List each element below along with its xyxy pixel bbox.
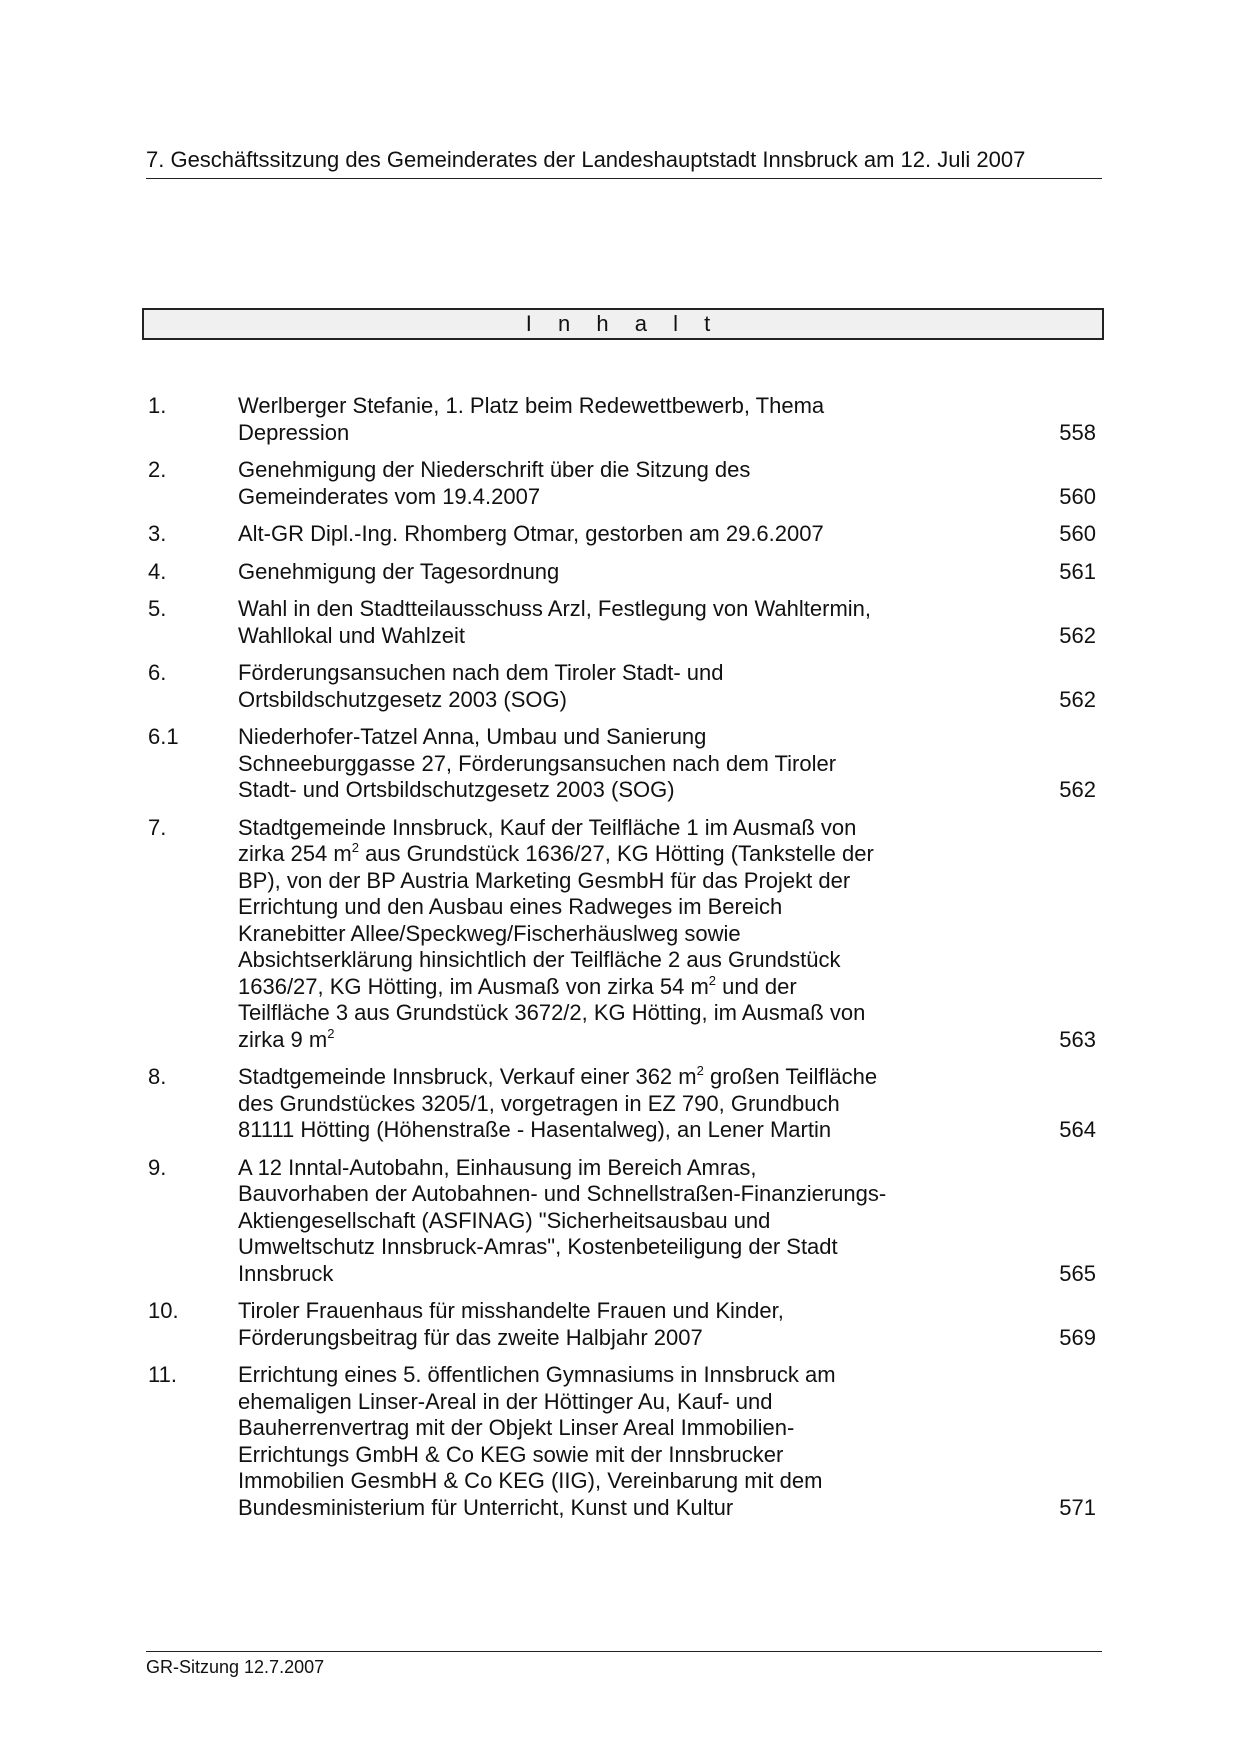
toc-entry-page: 564 [1059,1117,1096,1142]
toc-entry-line: Umweltschutz Innsbruck-Amras", Kostenbeteiligung der Stadt [238,1234,838,1259]
toc-entry-page: 562 [1059,777,1096,802]
toc-entry-number: 9. [148,1154,167,1180]
toc-entry-number: 3. [148,521,167,546]
toc-entry-line: Förderungsbeitrag für das zweite Halbjahr 2007 [238,1324,703,1350]
toc-entry-text [238,1064,978,1144]
toc-entry-text [238,596,978,649]
toc-entry-line: ehemaligen Linser-Areal in der Höttinger Au, Kauf- und [238,1388,773,1414]
toc-entry [148,1064,1096,1144]
toc-entry-line: Tiroler Frauenhaus für misshandelte Frauen und Kinder, [238,1298,784,1323]
toc-entry-line: Bauvorhaben der Autobahnen- und Schnellstraßen-Finanzierungs- [238,1181,887,1206]
toc-entry-text [238,815,978,1054]
toc-entry-number: 2. [148,457,167,482]
superscript: 2 [327,1025,335,1041]
toc-entry-line: Stadtgemeinde Innsbruck, Verkauf einer 362 $m^2$ großen Teilfläche [238,1063,878,1089]
toc-entry-page: 561 [1059,558,1096,584]
toc-entry-number: 10. [148,1298,179,1323]
toc-entry-line: A 12 Inntal-Autobahn, Einhausung im Bereich Amras, [238,1154,757,1180]
toc-entry-text [238,521,978,548]
toc-entry-line: BP), von der BP Austria Marketing GesmbH für das Projekt der [238,867,851,893]
document-header: 7. Geschäftssitzung des Gemeinderates der Landeshauptstadt Innsbruck am 12. Juli 2007 [146,146,1102,179]
toc-entry-line: Errichtungs GmbH & Co KEG sowie mit der Innsbrucker [238,1441,784,1467]
toc-entry-page: 565 [1059,1260,1096,1286]
toc-entry-line: Werlberger Stefanie, 1. Platz beim Redewettbewerb, Thema [238,393,825,418]
toc-entry-page: 558 [1059,419,1096,445]
toc-entry [148,559,1096,586]
document-footer: GR-Sitzung 12.7.2007 [146,1651,1102,1678]
toc-entry-page: 562 [1059,686,1096,712]
toc-entry-text [238,1155,978,1288]
superscript: 2 [351,840,359,855]
toc-entry-page: 560 [1059,521,1096,546]
toc-entry-line: Immobilien GesmbH & Co KEG (IIG), Vereinbarung mit dem [238,1468,823,1493]
toc-entry [148,1155,1096,1288]
toc-entry-number: 8. [148,1064,167,1089]
toc-entry-text [238,724,978,804]
toc-entry-page: 560 [1059,483,1096,509]
toc-entry-text [238,559,978,586]
toc-entry-line: Errichtung und den Ausbau eines Radweges im Bereich [238,894,783,919]
toc-entry [148,596,1096,649]
toc-entry-text [238,660,978,713]
toc-entry [148,457,1096,510]
toc-title-box [142,308,1104,340]
toc-entry-number: 7. [148,814,167,840]
toc-entry-line: Wahl in den Stadtteilausschuss Arzl, Festlegung von Wahltermin, [238,596,872,621]
toc-entry-line: Stadtgemeinde Innsbruck, Kauf der Teilfläche 1 im Ausmaß von [238,814,857,840]
toc-entry-page: 562 [1059,622,1096,648]
toc-entry-text [238,393,978,446]
toc-entry-line: Schneeburggasse 27, Förderungsansuchen nach dem Tiroler [238,750,837,776]
toc-entry-text [238,1298,978,1351]
toc-entry-line: 81111 Hötting (Höhenstraße - Hasentalweg), an Lener Martin [238,1117,832,1142]
toc-entry-line: Bauherrenvertrag mit der Objekt Linser Areal Immobilien- [238,1415,795,1440]
toc-entry-line: Wahllokal und Wahlzeit [238,622,466,648]
toc-entry-text [238,457,978,510]
superscript: 2 [696,1063,704,1078]
toc-entry-line: 1636/27, KG Hötting, im Ausmaß von zirka 54 $m^2$ und der [238,972,797,999]
toc-entry-line: des Grundstückes 3205/1, vorgetragen in EZ 790, Grundbuch [238,1090,840,1116]
toc-entry [148,815,1096,1054]
toc-entry-text [238,1362,978,1521]
toc-entry-line: Absichtserklärung hinsichtlich der Teilfläche 2 aus Grundstück [238,947,841,972]
toc-entry-number: 5. [148,596,167,621]
toc-entry-line: Depression [238,419,350,445]
toc-entry-number: 11. [148,1362,177,1387]
superscript: 2 [708,972,716,988]
toc-entry-line: Kranebitter Allee/Speckweg/Fischerhäuslweg sowie [238,920,741,946]
toc-entry-line: zirka 9 $m^2$ [238,1025,335,1052]
toc-entry [148,393,1096,446]
toc-entry-line: Förderungsansuchen nach dem Tiroler Stadt- und [238,660,724,685]
toc-entry-line: zirka 254 $m^2$ aus Grundstück 1636/27, KG Hötting (Tankstelle der [238,840,874,866]
toc-entry-line: Niederhofer-Tatzel Anna, Umbau und Sanierung [238,724,707,749]
toc-entry-line: Innsbruck [238,1260,334,1286]
toc-entry-line: Gemeinderates vom 19.4.2007 [238,483,541,509]
toc-entry-line: Genehmigung der Tagesordnung [238,558,560,584]
toc-entry-line: Bundesministerium für Unterricht, Kunst und Kultur [238,1494,734,1520]
toc-entry-line: Genehmigung der Niederschrift über die Sitzung des [238,457,751,482]
toc-entry [148,660,1096,713]
toc-entry [148,521,1096,548]
toc-entry [148,724,1096,804]
toc-entry-number: 6.1 [148,724,179,749]
toc-entry [148,1298,1096,1351]
toc-entry-line: Alt-GR Dipl.-Ing. Rhomberg Otmar, gestorben am 29.6.2007 [238,521,824,546]
toc-entry-number: 6. [148,660,167,685]
toc-entry-line: Errichtung eines 5. öffentlichen Gymnasiums in Innsbruck am [238,1362,836,1387]
toc-entry [148,1362,1096,1521]
toc-entry-page: 571 [1059,1494,1096,1520]
toc-entry-line: Stadt- und Ortsbildschutzgesetz 2003 (SOG) [238,777,675,802]
toc-entry-page: 569 [1059,1324,1096,1350]
toc-entry-number: 1. [148,393,167,418]
toc-entry-number: 4. [148,558,167,584]
toc-entry-line: Teilfläche 3 aus Grundstück 3672/2, KG Hötting, im Ausmaß von [238,1000,866,1025]
toc-title: I n h a l t [525,311,721,336]
toc-entry-page: 563 [1059,1026,1096,1052]
toc-entry-line: Ortsbildschutzgesetz 2003 (SOG) [238,686,567,712]
table-of-contents [148,393,1096,1532]
toc-entry-line: Aktiengesellschaft (ASFINAG) "Sicherheitsausbau und [238,1207,771,1233]
